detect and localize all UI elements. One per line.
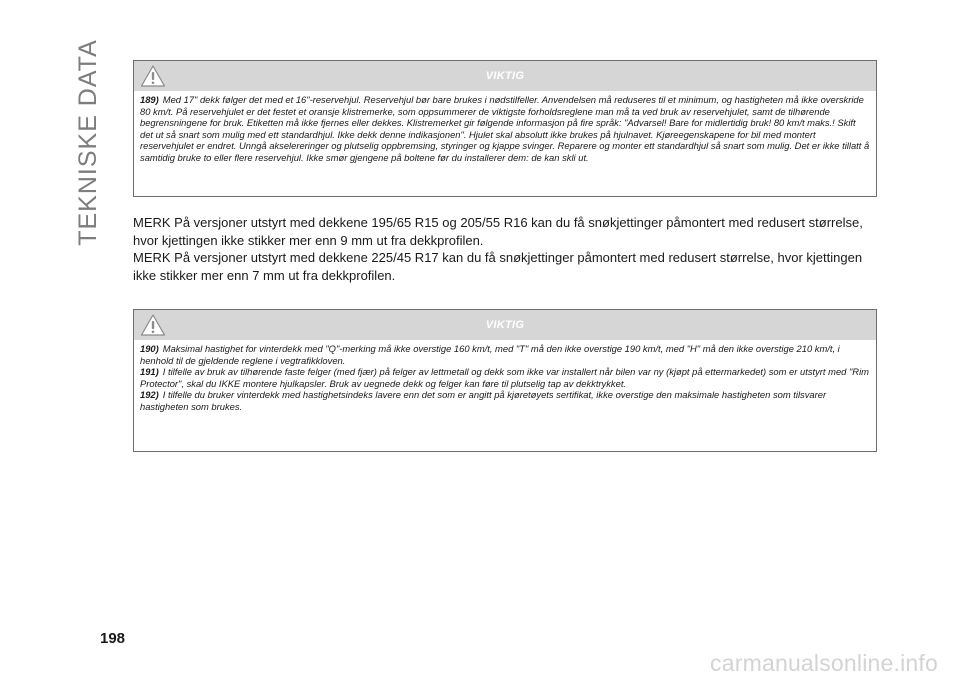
merk-note-1: MERK På versjoner utstyrt med dekkene 195/65 R15 og 205/55 R16 kan du få snøkjettinger påmontert med redusert størrelse, hvor kjettingen ikke stikker mer enn 9 mm ut fra dekkprofilen. bbox=[133, 215, 863, 248]
warning-box-2-body bbox=[134, 340, 876, 417]
warning-box-1 bbox=[133, 60, 877, 197]
warning-box-2-header bbox=[134, 310, 876, 340]
warning-note bbox=[140, 343, 870, 366]
watermark: carmanualsonline.info bbox=[710, 650, 938, 676]
warning-triangle-icon bbox=[140, 313, 166, 337]
note-text: I tilfelle du bruker vinterdekk med hastighetsindeks lavere enn det som er angitt på kjøretøyets sertifikat, ikke overstige den maksimale hastigheten som tilsvarer hastigheten som brukes. bbox=[140, 389, 827, 412]
note-number: 189) bbox=[140, 94, 159, 105]
note-number: 190) bbox=[140, 343, 159, 354]
note-text: Maksimal hastighet for vinterdekk med "Q"-merking må ikke overstige 160 km/t, med "T" må den ikke overstige 190 km/t, med "H" må den ikke overstige 210 km/t, i henhold til de gjeldende reglene i vegtrafikkloven. bbox=[140, 343, 840, 366]
note-number: 192) bbox=[140, 389, 159, 401]
warning-note bbox=[140, 389, 870, 412]
warning-box-2-title: VIKTIG bbox=[485, 319, 525, 331]
warning-box-2 bbox=[133, 309, 877, 452]
note-number: 191) bbox=[140, 366, 159, 378]
merk-notes bbox=[133, 214, 881, 284]
warning-note bbox=[140, 94, 870, 164]
page-number: 198 bbox=[100, 630, 126, 647]
warning-box-1-header bbox=[134, 61, 876, 91]
warning-triangle-icon bbox=[140, 64, 166, 88]
section-side-title bbox=[60, 38, 116, 246]
section-side-title-text: TEKNISKE DATA bbox=[73, 38, 102, 246]
merk-note-2: MERK På versjoner utstyrt med dekkene 225/45 R17 kan du få snøkjettinger påmontert med redusert størrelse, hvor kjettingen ikke stikker mer enn 7 mm ut fra dekkprofilen. bbox=[133, 250, 863, 283]
note-text: Med 17" dekk følger det med et 16"-reservehjul. Reservehjul bør bare brukes i nødstilfeller. Anvendelsen må reduseres til et minimum, og hastigheten må ikke overskride 80 km/t. På reservehjulet er det festet et oransje klistremerke, som oppsummerer de viktigste forholdsreglene man må ta ved bruk av reservehjulet, samt de tilhørende begrensningene for bruk. Etiketten må ikke fjernes eller dekkes. Klistremerket gir følgende informasjon på fire språk: "Advarsel! Bare for midlertidig bruk! 80 km/t maks.! Skift det ut så snart som mulig med ett standardhjul. Ikke dekk denne indikasjonen". Hjulet skal absolutt ikke brukes på hjulnavet. Kjøreegenskapene for bil med montert reservehjulet er endret. Unngå akselereringer og plutselig oppbremsing, styringer og kjappe svinger. Reparere og monter ett standardhjul så snart som mulig. Det er ikke tillatt å samtidig bruke to eller flere reservehjul. Ikke smør gjengene på boltene før du installerer dem: de kan skli ut. bbox=[140, 94, 870, 163]
warning-note bbox=[140, 366, 870, 389]
note-text: I tilfelle av bruk av tilhørende faste felger (med fjær) på felger av lettmetall og dekk som ikke var installert når bilen var ny (kjøpt på ettermarkedet) som er utstyrt med "Rim Protector", skal du IKKE montere hjulkapsler. Bruk av uegnede dekk og felger kan føre til plutselig tap av dekktrykket. bbox=[140, 366, 869, 389]
warning-box-1-title: VIKTIG bbox=[485, 70, 525, 82]
warning-box-1-body bbox=[134, 91, 876, 168]
